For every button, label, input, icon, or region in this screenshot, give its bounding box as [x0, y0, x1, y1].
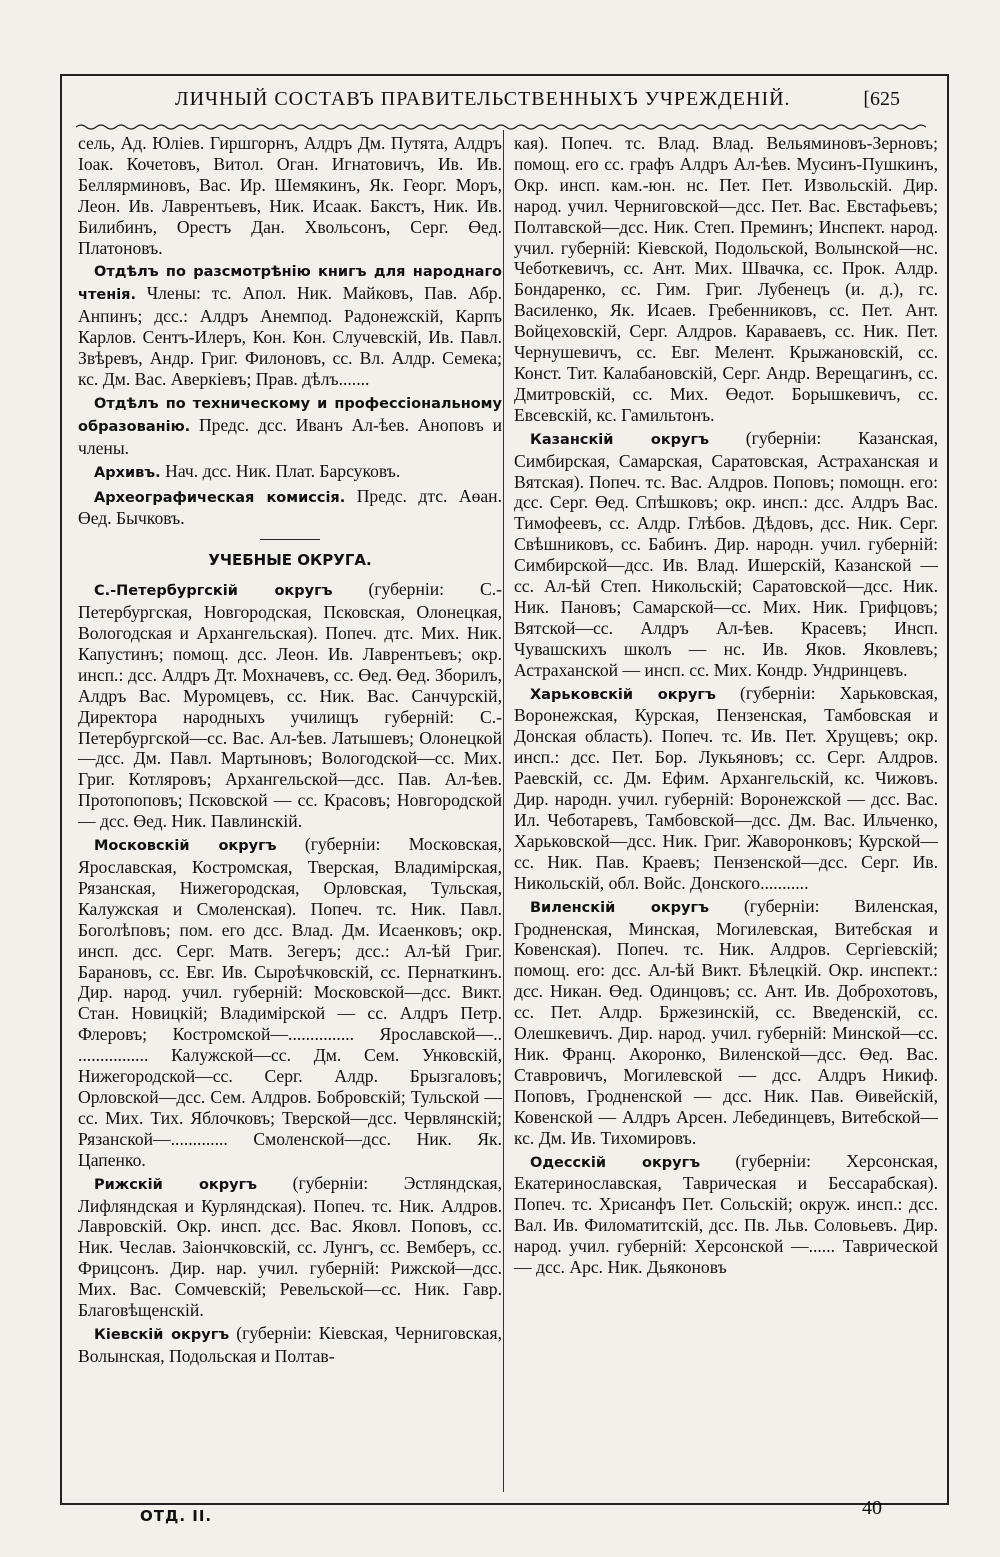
entry	[514, 896, 938, 1149]
entry-heading: Харьковскій округъ	[530, 686, 716, 703]
entry-heading: Отдѣлъ по техническому и профессіональному образованію.	[78, 395, 502, 435]
entry	[78, 1323, 502, 1367]
entry-heading: Архивъ.	[94, 464, 161, 481]
entry-text: (губерніи: Казанская, Симбирская, Самарская, Саратовская, Астраханская и Вятская). Попеч. тс. Вас. Алдров. Поповъ; помощн. его: дсс. Серг. Өед. Спѣшковъ; окр. инсп.: дсс. Алдръ Вас. Тимофеевъ, сс. Алдр. Глѣбов. Дѣдовъ, дсс. Ник. Серг. Свѣшниковъ, сс. Бабинъ. Дир. народн. учил. губерній: Симбирской—дсс. Ив. Влад. Ишерскій, Казанской — сс. Ал-ѣй Степ. Никольскій; Саратовской—дсс. Ник. Ник. Пановъ; Самарской—сс. Мих. Ник. Грифцовъ; Вятской—сс. Алдръ Ал-ѣев. Красевъ; Инсп. Чувашскихъ школъ — нс. Ив. Яков. Яковлевъ; Астраханской — инсп. сс. Мих. Кондр. Ундринцевъ.	[514, 427, 938, 680]
entry-text: (губерніи: Виленская, Гродненская, Минская, Могилевская, Витебская и Ковенская). Попеч. тс. Ник. Алдров. Сергіевскій; помощ. его: дсс. Ал-ѣй Викт. Бѣлецкій. Окр. инспект.: дсс. Никан. Өед. Одинцовъ; сс. Ант. Ив. Доброхотовъ, сс. Пет. Алдр. Бржезинскій, сс. Введенскій, сс. Олешкевичъ. Дир. народ. учил. губерній: Минской—сс. Ник. Франц. Акоронко, Виленской—дсс. Өед. Вас. Ставровичъ, Могилевской — дсс. Алдръ Никиф. Поповъ, Гродненской — дсс. Ник. Пав. Өивейскій, Ковенской — Алдръ Арсен. Лебединцевъ, Витебской—кс. Дм. Ив. Тихомировъ.	[514, 895, 939, 1148]
footer-section-label: ОТД. II.	[140, 1507, 213, 1525]
entry	[78, 392, 502, 459]
left-column	[78, 133, 502, 1369]
entry-text: Нач. дсс. Ник. Плат. Барсуковъ.	[165, 460, 401, 481]
entry-text: (губерніи: Эстляндская, Лифляндская и Курляндская). Попеч. тс. Ник. Алдров. Лавровскій. Окр. инсп. дсс. Вас. Яковл. Поповъ, сс. Ник. Чеслав. Заіончковскій, сс. Лунгъ, сс. Вемберъ, сс. Фрицсонъ. Дир. нар. учил. губерній: Рижской—дсс. Мих. Вас. Сомчевскій; Ревельской—сс. Ник. Гавр. Благовѣщенскій.	[78, 1172, 502, 1321]
paragraph: кая). Попеч. тс. Влад. Влад. Вельяминовъ-Зерновъ; помощ. его сс. графъ Алдръ Ал-ѣев. Мусинъ-Пушкинъ, Окр. инсп. кам.-юн. нс. Пет. Пет. Извольскій. Дир. народ. учил. Черниговской—дсс. Пет. Вас. Евстафьевъ; Полтавской—дсс. Ник. Степ. Преминъ; Инспект. народ. учил. губерній: Кіевской, Подольской, Волынской—нс. Чеботкевичъ, сс. Ант. Мих. Швачка, сс. Прок. Алдр. Бондаренко, сс. Гим. Григ. Лубенецъ (и. д.), гс. Василенко, Як. Исаев. Гребенниковъ, сс. Пет. Ант. Войцеховскій, Серг. Алдров. Караваевъ, сс. Ник. Пет. Чернушевичъ, сс. Евг. Мелент. Крыжановскій, сс. Конст. Тит. Калабановскій, Серг. Андр. Верещагинъ, сс. Дмитровскій, сс. Мих. Өедот. Борышкевичъ, сс. Евсевскій, кс. Гамильтонъ.	[514, 133, 938, 425]
entry-heading: Археографическая комиссія.	[94, 489, 346, 506]
entry-heading: Отдѣлъ по разсмотрѣнію книгъ для народнаго чтенія.	[78, 264, 502, 304]
entry	[78, 834, 502, 1171]
column-divider	[503, 130, 504, 1492]
entry	[78, 1173, 502, 1321]
entry-text: Члены: тс. Апол. Ник. Майковъ, Пав. Абр. Анпинъ; дсс.: Алдръ Анемпод. Радонежскій, Карпъ Карлов. Сентъ-Илеръ, Кон. Кон. Случевскій, Ив. Павл. Звѣревъ, Андр. Григ. Филоновъ, сс. Вл. Алдр. Семека; кс. Дм. Вас. Аверкіевъ; Прав. дѣлъ.......	[78, 283, 502, 389]
entry-text: (губерніи: Херсонская, Екатеринославская, Таврическая и Бессарабская). Попеч. тс. Хрисанфъ Пет. Сольскій; окруж. инсп.: дсс. Вал. Ив. Филоматитскій, дсс. Пв. Льв. Соловьевъ. Дир. народ. учил. губерній: Херсонской —...... Таврической — дсс. Арс. Ник. Дьяконовъ	[514, 1150, 939, 1278]
running-title: ЛИЧНЫЙ СОСТАВЪ ПРАВИТЕЛЬСТВЕННЫХЪ УЧРЕЖДЕНІЙ.	[175, 88, 791, 110]
section-title: УЧЕБНЫЕ ОКРУГА.	[208, 551, 372, 570]
entry-text: Предс. дсс. Иванъ Ал-ѣев. Аноповъ и члены.	[78, 414, 502, 458]
footer-page-number: 40	[862, 1497, 882, 1519]
entry-heading: Одесскій округъ	[530, 1154, 701, 1171]
wavy-rule	[76, 122, 926, 132]
page-number: [625	[863, 88, 900, 110]
entry-heading: С.-Петербургскій округъ	[94, 583, 333, 600]
entry-heading: Кіевскій округъ	[94, 1326, 230, 1343]
entry	[514, 1151, 938, 1278]
page-header	[120, 86, 900, 120]
section-divider	[260, 539, 320, 540]
entry-text: Предс. дтс. Аөан. Өед. Бычковъ.	[78, 485, 502, 529]
entry-heading: Казанскій округъ	[530, 431, 709, 448]
entry	[78, 579, 502, 832]
entry-heading: Московскій округъ	[94, 838, 277, 855]
entry	[514, 428, 938, 681]
entry-text: (губерніи: Московская, Ярославская, Костромская, Тверская, Владимірская, Рязанская, Нижегородская, Орловская, Тульская, Калужская и Смоленская). Попеч. тс. Ник. Павл. Боголѣповъ; пом. его дсс. Влад. Дм. Исаенковъ; окр. инсп. дсс. Серг. Матв. Зегеръ; дсс.: Ал-ѣй Григ. Барановъ, сс. Евг. Ив. Сыроѣчковскій, сс. Пернаткинъ. Дир. народ. учил. губерній: Московской—дсс. Викт. Стан. Новицкій; Владимірской — сс. Алдръ Петр. Флеровъ; Костромской—............... Ярославской—.. ................ Калужской—сс. Дм. Сем. Унковскій, Нижегородской—сс. Серг. Алдр. Брызгаловъ; Орловской—дсс. Сем. Алдров. Бобровскій; Тульской — сс. Мих. Тих. Яблочковъ; Тверской—дсс. Червлянскій; Рязанской—............. Смоленской—дсс. Ник. Як. Цапенко.	[78, 834, 503, 1170]
entry	[78, 486, 502, 530]
entry	[514, 683, 938, 894]
right-column	[514, 133, 938, 1280]
entry-heading: Рижскій округъ	[94, 1176, 258, 1193]
entry	[78, 260, 502, 389]
entry-heading: Виленскій округъ	[530, 899, 709, 916]
entry-text: (губерніи: Кіевская, Черниговская, Волынская, Подольская и Полтав-	[78, 1322, 502, 1366]
entry-text: (губерніи: С.-Петербургская, Новгородская, Псковская, Олонецкая, Вологодская и Архангельская). Попеч. дтс. Мих. Ник. Капустинъ; помощ. дсс. Леон. Ив. Лаврентьевъ; окр. инсп.: дсс. Алдръ Дт. Мохначевъ, сс. Өед. Өед. Зборилъ, Алдръ Вас. Муромцевъ, сс. Ник. Вас. Санчурскій, Директора народныхъ училищъ губерній: С.-Петербургской—сс. Вас. Ал-ѣев. Латышевъ; Олонецкой—дсс. Дм. Павл. Мартыновъ; Вологодской—сс. Мих. Григ. Котляровъ; Архангельской—дсс. Пав. Ал-ѣев. Протопоповъ; Псковской — сс. Красовъ; Новгородской — дсс. Өед. Ник. Павлинскій.	[78, 579, 502, 832]
entry	[78, 461, 502, 484]
entry-text: (губерніи: Харьковская, Воронежская, Курская, Пензенская, Тамбовская и Донская область). Попеч. тс. Ив. Пет. Хрущевъ; окр. инсп.: дсс. Пет. Бор. Лукьяновъ; сс. Серг. Алдров. Раевскій, сс. Дм. Ефим. Архангельскій, кс. Чижовъ. Дир. народн. учил. губерній: Воронежской — дсс. Вас. Ил. Чеботаревъ, Тамбовской—дсс. Дм. Вас. Ильченко, Харьковской—дсс. Ник. Григ. Жаворонковъ; Курской—сс. Ник. Пав. Краевъ; Пензенской—дсс. Серг. Ив. Никольскій, обл. Войс. Донского...........	[514, 682, 938, 893]
paragraph: сель, Ад. Юліев. Гиршгорнъ, Алдръ Дм. Путята, Алдръ Іоак. Кочетовъ, Витол. Оган. Игнатовичъ, Ив. Ив. Беллярминовъ, Вас. Ир. Шемякинъ, Як. Георг. Моръ, Леон. Ив. Лаврентьевъ, Ник. Исаак. Бакстъ, Ник. Ив. Билибинъ, Орестъ Дан. Хвольсонъ, Серг. Өед. Платоновъ.	[78, 133, 502, 258]
